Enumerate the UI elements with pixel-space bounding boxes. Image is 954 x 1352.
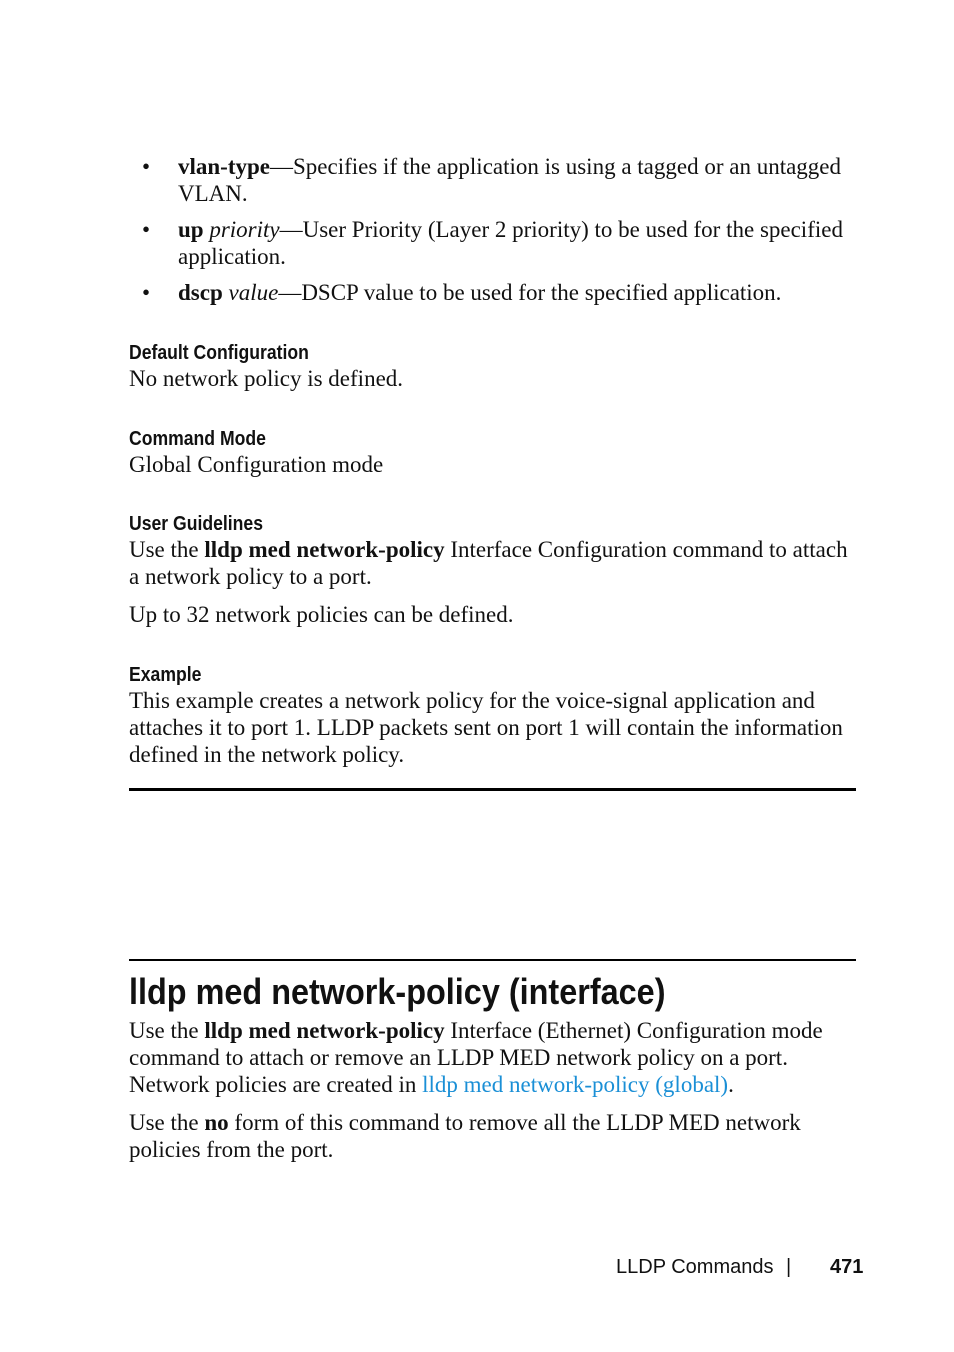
command-name: lldp med network-policy (204, 537, 445, 562)
parameter-description: —Specifies if the application is using a tagged or an untagged VLAN. (178, 154, 842, 206)
section-heading: Command Mode (129, 428, 266, 450)
parameter-value: value (228, 280, 279, 305)
parameter-term: up (178, 217, 204, 242)
section-text (129, 536, 856, 590)
section-text: Up to 32 network policies can be defined. (129, 602, 514, 627)
section-heading: User Guidelines (129, 513, 264, 535)
default-configuration-section (129, 341, 856, 392)
example-divider (129, 788, 856, 791)
text-run: Use the (129, 1018, 205, 1043)
text-run: . (728, 1072, 734, 1097)
user-guidelines-section (129, 512, 856, 628)
title-rule (129, 959, 856, 961)
section-text: This example creates a network policy for the voice-signal application and attaches it to port 1. LLDP packets sent on port 1 will contain the information defined in the network policy. (129, 688, 843, 767)
global-policy-link[interactable]: lldp med network-policy (global) (422, 1072, 729, 1097)
section-heading: Example (129, 664, 202, 686)
parameter-list (129, 153, 856, 315)
command-name: no (204, 1110, 229, 1135)
text-run: form of this command to remove all the LLDP MED network policies from the port. (129, 1110, 801, 1162)
text-run: Use the (129, 537, 205, 562)
footer-separator: | (786, 1256, 792, 1278)
bullet-icon: • (142, 280, 151, 305)
parameter-term: vlan-type (178, 154, 270, 179)
text-run: Interface (Ethernet) Configuration mode command to attach or remove an LLDP MED network policy on a port. Network policies are created in (129, 1018, 823, 1097)
list-item (129, 216, 856, 270)
list-item (129, 153, 856, 207)
parameter-description: —User Priority (Layer 2 priority) to be used for the specified application. (178, 217, 843, 269)
bullet-icon: • (142, 217, 151, 242)
command-mode-section (129, 427, 856, 478)
bullet-icon: • (142, 154, 151, 179)
command-name: lldp med network-policy (204, 1018, 445, 1043)
section-text: No network policy is defined. (129, 366, 404, 391)
parameter-value: priority (209, 217, 280, 242)
text-run: Use the (129, 1110, 205, 1135)
section-text: Global Configuration mode (129, 452, 384, 477)
section-text (129, 1109, 856, 1163)
list-item (129, 279, 856, 306)
command-description (129, 1017, 856, 1163)
page-number: 471 (830, 1256, 864, 1278)
parameter-description: —DSCP value to be used for the specified application. (278, 280, 782, 305)
section-text (129, 1017, 856, 1098)
text-run: Interface Configuration command to attach a network policy to a port. (129, 537, 848, 589)
example-section (129, 663, 856, 768)
section-heading: Default Configuration (129, 342, 309, 364)
parameter-term: dscp (178, 280, 223, 305)
command-title: lldp med network-policy (interface) (129, 971, 666, 1012)
footer-section-name: LLDP Commands (616, 1256, 774, 1278)
